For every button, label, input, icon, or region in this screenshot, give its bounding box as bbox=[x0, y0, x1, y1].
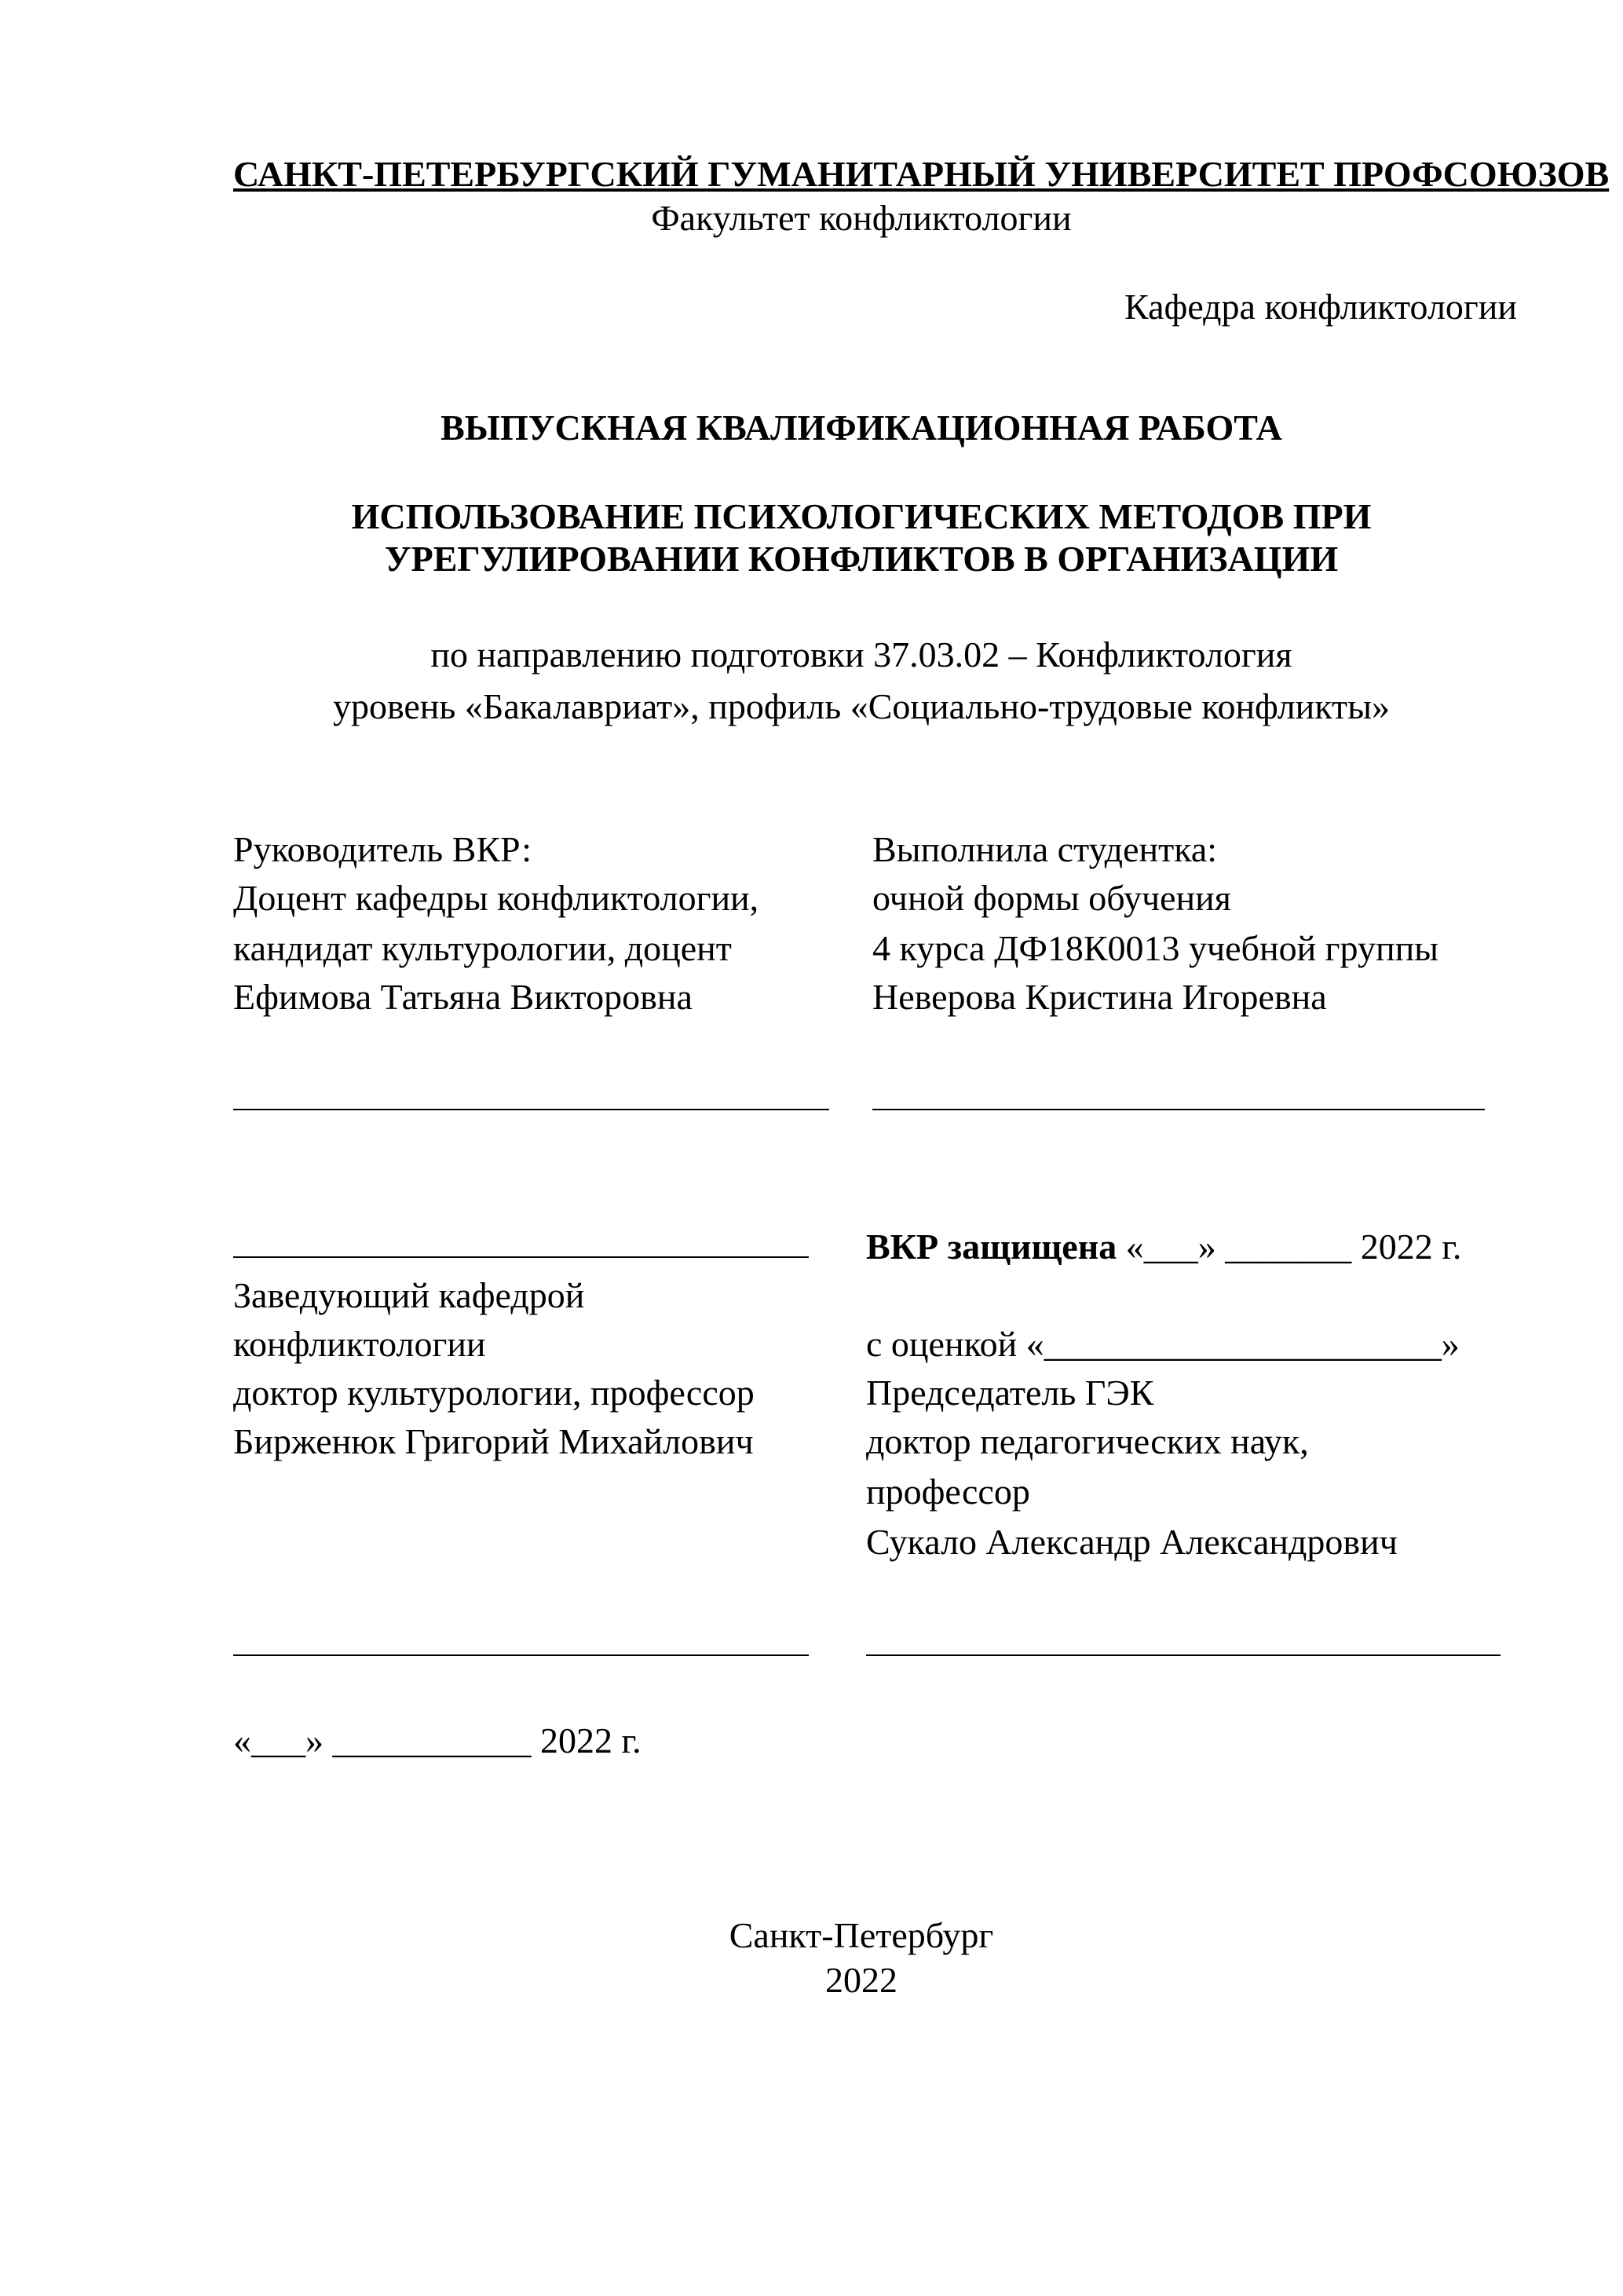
student-title: Выполнила студентка: bbox=[872, 829, 1218, 869]
student-group: 4 курса ДФ18К0013 учебной группы bbox=[872, 928, 1439, 968]
work-type: ВЫПУСКНАЯ КВАЛИФИКАЦИОННАЯ РАБОТА bbox=[440, 408, 1282, 448]
supervisor-signature-line bbox=[233, 1109, 829, 1110]
faculty-name: Факультет конфликтологии bbox=[651, 198, 1072, 238]
head-name: Бирженюк Григорий Михайлович bbox=[233, 1421, 754, 1461]
student-study-form: очной формы обучения bbox=[872, 878, 1231, 918]
head-title: Заведующий кафедрой bbox=[233, 1275, 585, 1315]
city: Санкт-Петербург bbox=[729, 1915, 994, 1955]
university-name: САНКТ-ПЕТЕРБУРГСКИЙ ГУМАНИТАРНЫЙ УНИВЕРСИТЕТ ПРОФСОЮЗОВ bbox=[233, 154, 1610, 194]
defense-label: ВКР защищена bbox=[866, 1227, 1117, 1267]
chair-name: Сукало Александр Александрович bbox=[866, 1522, 1398, 1562]
direction-line-2: уровень «Бакалавриат», профиль «Социально-трудовые конфликты» bbox=[332, 686, 1391, 726]
chair-signature-line bbox=[866, 1654, 1501, 1656]
year: 2022 bbox=[825, 1960, 897, 2000]
head-signature-line bbox=[233, 1256, 809, 1258]
supervisor-degree: кандидат культурологии, доцент bbox=[233, 928, 732, 968]
head-department: конфликтологии bbox=[233, 1324, 486, 1364]
topic-line-2: УРЕГУЛИРОВАНИИ КОНФЛИКТОВ В ОРГАНИЗАЦИИ bbox=[384, 539, 1339, 579]
chair-title: Председатель ГЭК bbox=[866, 1373, 1154, 1413]
supervisor-title: Руководитель ВКР: bbox=[233, 829, 532, 869]
defense-grade: с оценкой «______________________» bbox=[866, 1324, 1460, 1364]
student-name: Неверова Кристина Игоревна bbox=[872, 977, 1327, 1017]
defense-line bbox=[866, 1223, 1461, 1271]
supervisor-position: Доцент кафедры конфликтологии, bbox=[233, 878, 759, 918]
head-degree: доктор культурологии, профессор bbox=[233, 1373, 755, 1413]
date-line: «___» ___________ 2022 г. bbox=[233, 1720, 642, 1760]
chair-degree: доктор педагогических наук, bbox=[866, 1421, 1309, 1461]
department-name: Кафедра конфликтологии bbox=[1124, 287, 1517, 327]
head-date-signature-line bbox=[233, 1654, 809, 1656]
defense-date: «___» _______ 2022 г. bbox=[1117, 1227, 1462, 1267]
direction-line-1: по направлению подготовки 37.03.02 – Конфликтология bbox=[430, 634, 1292, 675]
topic-line-1: ИСПОЛЬЗОВАНИЕ ПСИХОЛОГИЧЕСКИХ МЕТОДОВ ПРИ bbox=[351, 496, 1372, 536]
supervisor-name: Ефимова Татьяна Викторовна bbox=[233, 977, 693, 1017]
student-signature-line bbox=[872, 1109, 1485, 1110]
chair-rank: профессор bbox=[866, 1472, 1030, 1512]
